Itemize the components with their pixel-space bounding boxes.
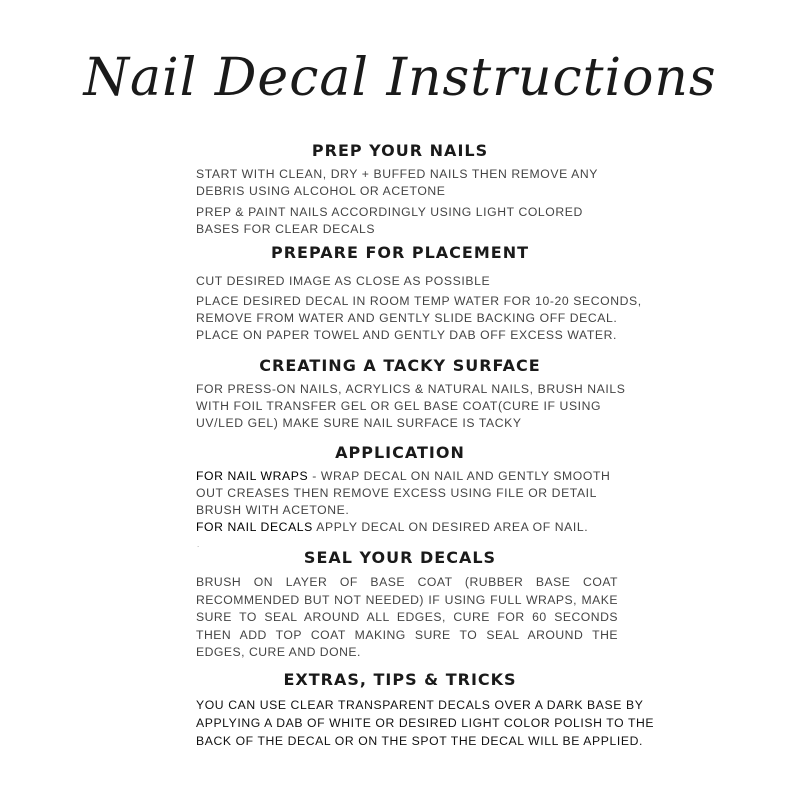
heading-seal-your-decals: SEAL YOUR DECALS — [303, 548, 497, 567]
nail-decals-label: FOR NAIL DECALS — [196, 520, 313, 534]
seal-paragraph: BRUSH ON LAYER OF BASE COAT (RUBBER BASE COAT RECOMMENDED BUT NOT NEEDED) IF USING FULL WRAPS, MAKE SURE TO SEAL AROUND ALL EDGES, CURE FOR 60 SECONDS THEN ADD TOP COAT MAKING SURE TO SEAL AROUND THE EDGES, CURE AND DONE. — [196, 575, 618, 659]
title-area — [0, 40, 800, 120]
prep-line-3: PREP & PAINT NAILS ACCORDINGLY USING LIGHT COLORED — [196, 205, 583, 219]
nail-decals-text: APPLY DECAL ON DESIRED AREA OF NAIL. — [312, 520, 589, 534]
heading-prep-your-nails: PREP YOUR NAILS — [311, 141, 489, 160]
application-line-2: OUT CREASES THEN REMOVE EXCESS USING FILE OR DETAIL — [196, 486, 598, 500]
extras-line-2: APPLYING A DAB OF WHITE OR DESIRED LIGHT COLOR POLISH TO THE — [196, 716, 655, 730]
heading-prepare-for-placement: PREPARE FOR PLACEMENT — [271, 243, 529, 262]
prep-line-1: START WITH CLEAN, DRY + BUFFED NAILS THEN REMOVE ANY — [196, 167, 598, 181]
tacky-line-1: FOR PRESS-ON NAILS, ACRYLICS & NATURAL NAILS, BRUSH NAILS — [196, 382, 626, 396]
placement-line-2: PLACE DESIRED DECAL IN ROOM TEMP WATER FOR 10-20 SECONDS, — [196, 294, 642, 308]
heading-application: APPLICATION — [335, 443, 465, 462]
prep-line-2: DEBRIS USING ALCOHOL OR ACETONE — [196, 184, 446, 198]
placement-line-4: PLACE ON PAPER TOWEL AND GENTLY DAB OFF EXCESS WATER. — [196, 328, 617, 342]
tacky-line-3: UV/LED GEL) MAKE SURE NAIL SURFACE IS TACKY — [196, 416, 522, 430]
prep-line-4: BASES FOR CLEAR DECALS — [196, 222, 376, 236]
extras-line-1: YOU CAN USE CLEAR TRANSPARENT DECALS OVER A DARK BASE BY — [196, 698, 644, 712]
heading-creating-a-tacky-surface: CREATING A TACKY SURFACE — [259, 356, 541, 375]
application-line-4 — [196, 520, 588, 534]
title-script — [83, 40, 717, 120]
heading-extras-tips-tricks: EXTRAS, TIPS & TRICKS — [283, 670, 517, 689]
application-line-1 — [196, 469, 610, 483]
application-line-3: BRUSH WITH ACETONE. — [196, 503, 350, 517]
placement-line-3: REMOVE FROM WATER AND GENTLY SLIDE BACKING OFF DECAL. — [196, 311, 618, 325]
extras-line-3: BACK OF THE DECAL OR ON THE SPOT THE DECAL WILL BE APPLIED. — [196, 734, 643, 748]
placement-line-1: CUT DESIRED IMAGE AS CLOSE AS POSSIBLE — [196, 274, 491, 288]
tacky-line-2: WITH FOIL TRANSFER GEL OR GEL BASE COAT(CURE IF USING — [196, 399, 602, 413]
nail-wraps-label: FOR NAIL WRAPS — [196, 469, 309, 483]
nail-wraps-text: - WRAP DECAL ON NAIL AND GENTLY SMOOTH — [308, 469, 611, 483]
page-title: Nail Decal Instructions — [83, 48, 717, 108]
stray-dot: . — [197, 540, 200, 549]
